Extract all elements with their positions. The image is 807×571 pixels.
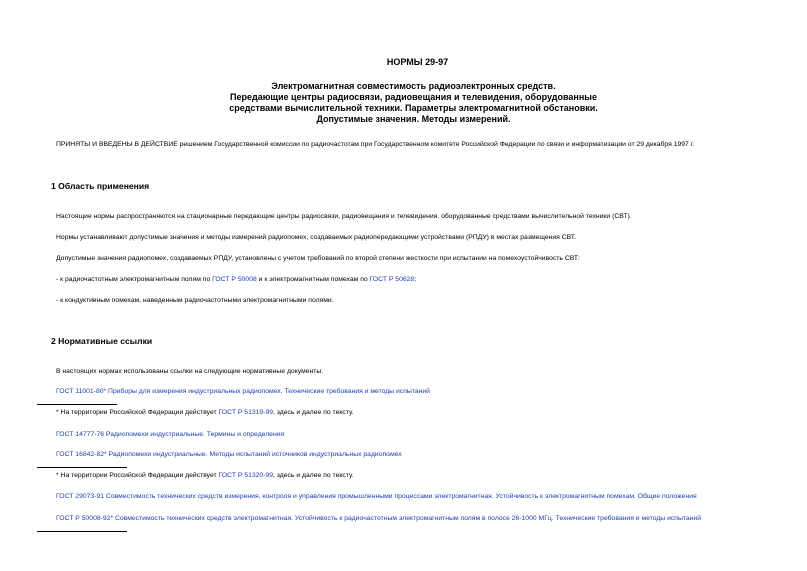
scope-paragraph-1: Настоящие нормы распространяются на стационарные передающие центры радиосвязи, радиовещания и телевидения, оборудованные средствами вычислительной техники (СВТ).: [56, 213, 632, 220]
references-intro: В настоящих нормах использованы ссылки на следующие нормативные документы:: [56, 368, 324, 375]
document-code: НОРМЫ 29-97: [386, 57, 449, 67]
adoption-caps: ПРИНЯТЫ И ВВЕДЕНЫ В ДЕЙСТВИЕ: [56, 141, 178, 148]
reference-link-gost-r-50008[interactable]: ГОСТ Р 50008-92* Совместимость технических средств электромагнитная. Устойчивость к радиочастотным электромагнитным полям в полосе 26-1000 МГц. Технические требования и методы испытаний: [56, 515, 702, 522]
reference-link-gost-16842[interactable]: ГОСТ 16842-82* Радиопомехи индустриальные. Методы испытаний источников индустриальных радиопомех: [56, 451, 402, 458]
adoption-statement: [56, 140, 694, 149]
document-title: [20, 81, 807, 125]
reference-link-gost-14777[interactable]: ГОСТ 14777-76 Радиопомехи индустриальные. Термины и определения: [56, 431, 285, 438]
footnote-2: [56, 471, 354, 480]
gost-r-50008-link[interactable]: ГОСТ Р 50008: [212, 276, 257, 283]
title-line: Электромагнитная совместимость радиоэлектронных средств.: [271, 81, 556, 91]
scope-paragraph-2: Нормы устанавливают допустимые значения и методы измерений радиопомех, создаваемых радиопередающими устройствами (РПДУ) в местах размещения СВТ.: [56, 234, 577, 241]
title-line: Допустимые значения. Методы измерений.: [316, 114, 511, 124]
list-text: и к электромагнитным помехам по: [256, 276, 370, 283]
section-heading-scope: 1 Область применения: [51, 181, 150, 191]
footnote-text: , здесь и далее по тексту.: [273, 472, 354, 479]
scope-list-item-1: [56, 275, 416, 284]
gost-r-51319-link[interactable]: ГОСТ Р 51319-99: [218, 409, 274, 416]
list-text: - к радиочастотным электромагнитным полям по: [56, 276, 213, 283]
reference-link-gost-11001[interactable]: ГОСТ 11001-80* Приборы для измерения индустриальных радиопомех. Технические требования и методы испытаний: [56, 388, 430, 395]
footnote-divider: [37, 531, 127, 532]
footnote-divider: [37, 404, 117, 405]
footnote-divider: [37, 467, 127, 468]
scope-paragraph-3: Допустимые значения радиопомех, создаваемых РПДУ, установлены с учетом требований по второй степени жесткости при испытании на помехоустойчивость СВТ:: [56, 255, 580, 262]
footnote-1: [56, 408, 354, 417]
reference-link-gost-29073[interactable]: ГОСТ 29073-91 Совместимость технических средств измерения, контроля и управления промышленными процессами электромагнитная. Устойчивость к электромагнитным помехам. Общие положения: [56, 493, 697, 500]
title-block: [0, 57, 807, 125]
title-line: Передающие центры радиосвязи, радиовещания и телевидения, оборудованные: [230, 92, 597, 102]
scope-list-item-2: - к кондуктивным помехам, наведенным радиочастотными электромагнитными полями.: [56, 297, 334, 304]
gost-r-50628-link[interactable]: ГОСТ Р 50628: [369, 276, 415, 283]
gost-r-51320-link[interactable]: ГОСТ Р 51320-99: [218, 472, 274, 479]
footnote-text: * На территории Российской Федерации действует: [56, 472, 219, 479]
title-line: средствами вычислительной техники. Параметры электромагнитной обстановки.: [229, 103, 598, 113]
section-heading-references: 2 Нормативные ссылки: [51, 336, 153, 346]
footnote-text: * На территории Российской Федерации действует: [56, 409, 219, 416]
footnote-text: , здесь и далее по тексту.: [273, 409, 354, 416]
adoption-rest: решением Государственной комиссии по радиочастотам при Государственном комитете Российской Федерации по связи и информатизации от 29 декабря 1997 г.: [177, 141, 695, 148]
list-text: ;: [414, 276, 417, 283]
